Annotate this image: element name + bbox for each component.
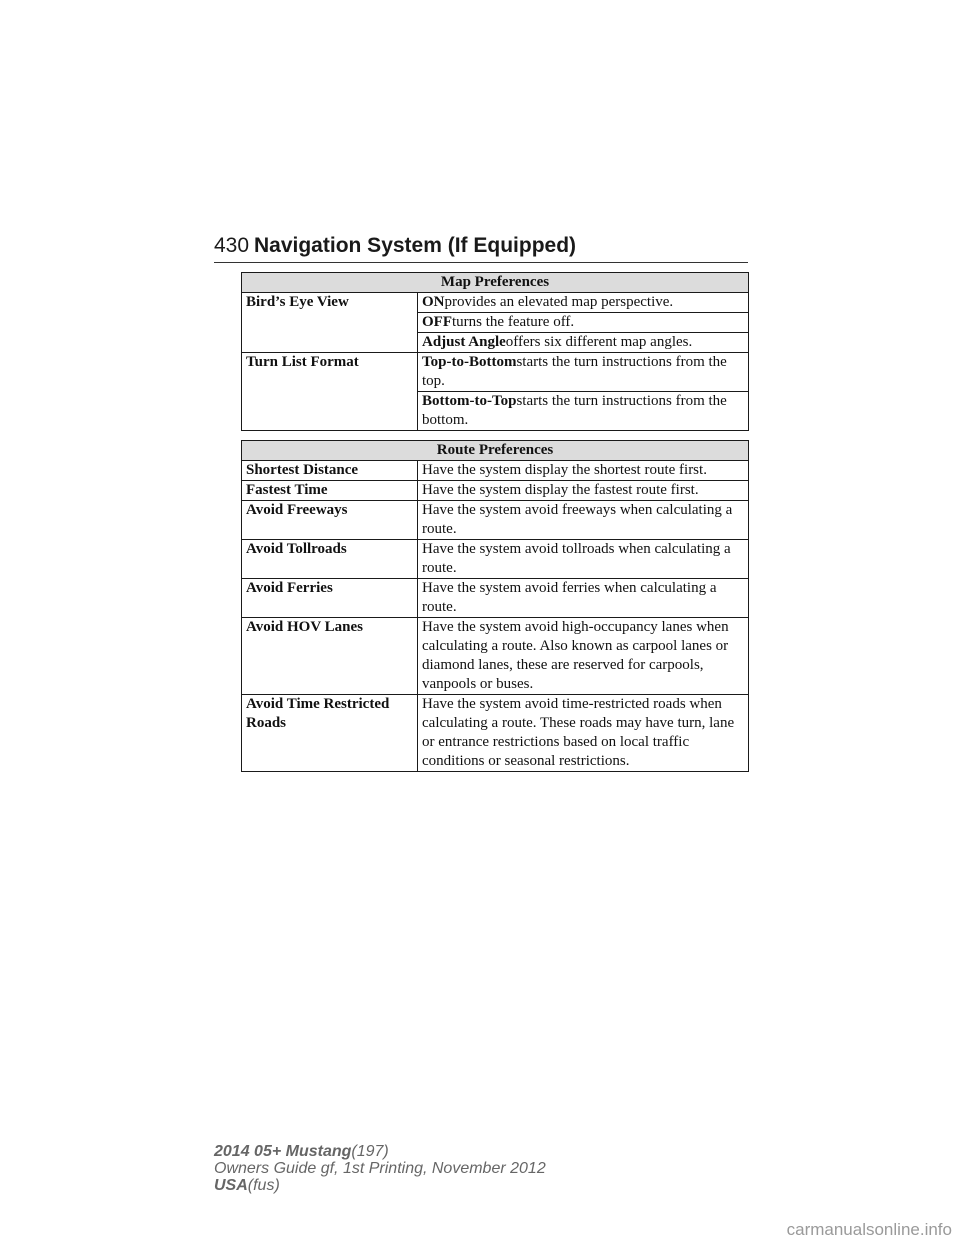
row-description: Have the system display the fastest route first. [418, 481, 749, 501]
page-number: 430 [214, 234, 250, 257]
table-row [242, 481, 749, 501]
table-row [242, 293, 749, 313]
watermark: carmanualsonline.info [786, 1220, 952, 1239]
option-cell [418, 392, 749, 431]
row-description: Have the system avoid high-occupancy lanes when calculating a route. Also known as carpool lanes or diamond lanes, these are reserved for carpools, vanpools or buses. [418, 618, 749, 695]
footer-line-2: Owners Guide gf, 1st Printing, November 2012 [214, 1160, 546, 1177]
option-cell [418, 333, 749, 353]
table-row [242, 618, 749, 695]
row-description: Have the system avoid tollroads when calculating a route. [418, 540, 749, 579]
row-description: Have the system avoid ferries when calculating a route. [418, 579, 749, 618]
footer-line-3 [214, 1177, 546, 1194]
option-term: ON [422, 294, 445, 310]
row-label: Avoid Tollroads [242, 540, 418, 579]
row-description: Have the system avoid freeways when calculating a route. [418, 501, 749, 540]
option-text: offers six different map angles. [505, 334, 693, 350]
option-term: Bottom-to-Top [422, 393, 517, 409]
section-title: Navigation System (If Equipped) [254, 234, 577, 257]
option-cell [418, 313, 749, 333]
row-label: Avoid Time Restricted Roads [242, 695, 418, 772]
footer-model: 2014 05+ Mustang [214, 1143, 352, 1160]
row-label: Fastest Time [242, 481, 418, 501]
row-label: Avoid Freeways [242, 501, 418, 540]
map-preferences-title: Map Preferences [242, 273, 749, 293]
table-row [242, 579, 749, 618]
row-label: Shortest Distance [242, 461, 418, 481]
footer-line-1 [214, 1143, 546, 1160]
table-row [242, 501, 749, 540]
row-description: Have the system display the shortest route first. [418, 461, 749, 481]
table-row [242, 353, 749, 392]
option-cell [418, 293, 749, 313]
option-text: starts the turn instructions from the bottom. [422, 393, 727, 428]
row-label: Avoid Ferries [242, 579, 418, 618]
route-preferences-table [241, 440, 749, 772]
footer-model-code: (197) [351, 1143, 389, 1160]
option-text: provides an elevated map perspective. [444, 294, 674, 310]
row-description: Have the system avoid time-restricted roads when calculating a route. These roads may have turn, lane or entrance restrictions based on local traffic conditions or seasonal restrictions. [418, 695, 749, 772]
option-text: starts the turn instructions from the top. [422, 354, 727, 389]
route-preferences-title: Route Preferences [242, 441, 749, 461]
footer-market-code: (fus) [247, 1177, 280, 1194]
option-cell [418, 353, 749, 392]
option-term: Adjust Angle [422, 334, 506, 350]
row-label-turn-list-format: Turn List Format [242, 353, 418, 431]
table-row [242, 461, 749, 481]
option-term: Top-to-Bottom [422, 354, 517, 370]
print-footer [214, 1143, 546, 1194]
option-text: turns the feature off. [452, 314, 575, 330]
footer-market: USA [214, 1177, 248, 1194]
row-label-birds-eye-view: Bird’s Eye View [242, 293, 418, 353]
map-preferences-table [241, 272, 749, 431]
table-row [242, 540, 749, 579]
option-term: OFF [422, 314, 452, 330]
row-label: Avoid HOV Lanes [242, 618, 418, 695]
page-header [214, 228, 748, 263]
table-row [242, 695, 749, 772]
